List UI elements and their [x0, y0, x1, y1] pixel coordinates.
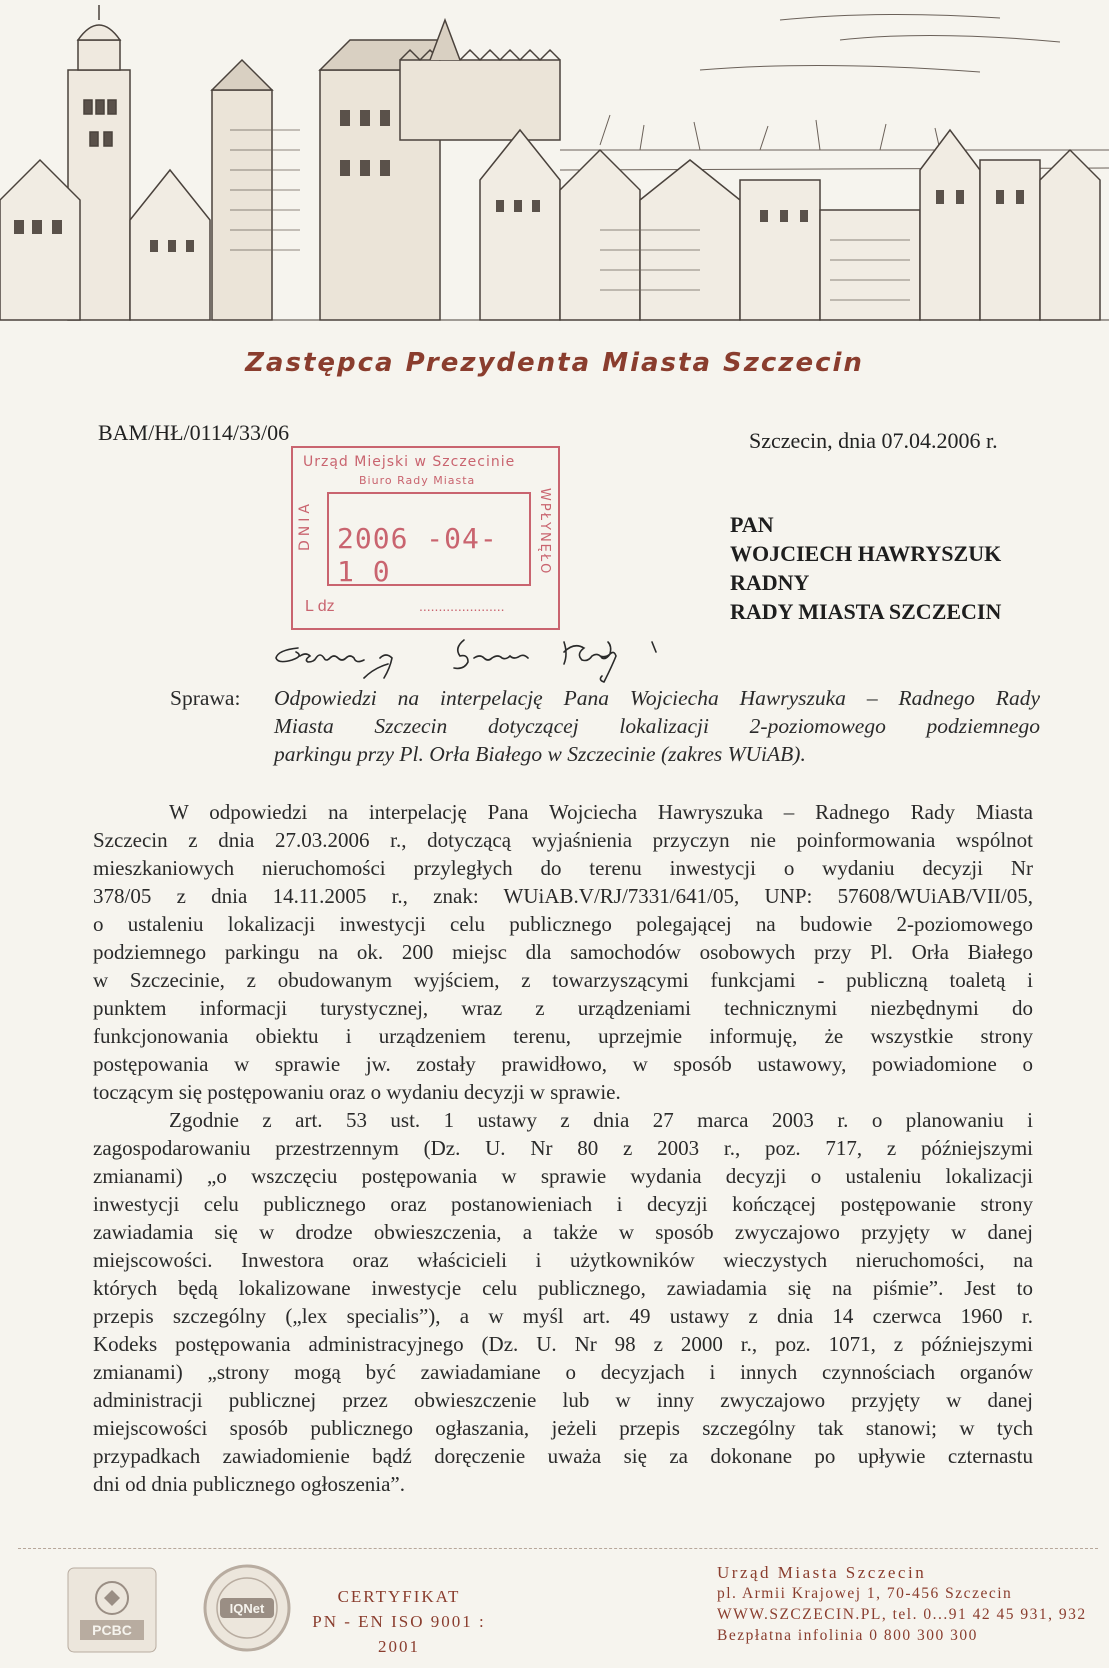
body-line: zmianami) „o wszczęciu postępowania w sprawie wydania decyzji o ustaleniu lokalizacji — [93, 1164, 1033, 1188]
body-line: Zgodnie z art. 53 ust. 1 ustawy z dnia 27 marca 2003 r. o planowaniu i — [169, 1108, 1033, 1132]
office-title: Zastępca Prezydenta Miasta Szczecin — [245, 348, 864, 378]
stamp-ldz-field: ...................... — [419, 598, 505, 614]
body-line: funkcjonowania obiektu i urządzeniem terenu, uprzejmie informuję, że wszystkie strony — [93, 1024, 1033, 1048]
body-line: o ustaleniu lokalizacji inwestycji celu publicznego polegającej na budowie 2-poziomowego — [93, 912, 1033, 936]
reference-number: BAM/HŁ/0114/33/06 — [98, 420, 290, 445]
stamp-side-label-left: DNIA — [297, 500, 313, 551]
pcbc-certificate-logo — [62, 1562, 162, 1658]
body-line: zawiadamia się w drodze obwieszczenia, a także w sposób zwyczajowo przyjęty w danej — [93, 1220, 1033, 1244]
handwritten-salutation — [268, 630, 708, 688]
body-line: miejscowości sposób publicznego ogłaszania, jeżeli przepis szczególny tak stanowi; w tych — [93, 1416, 1033, 1440]
footer-organization: Urząd Miasta Szczecin — [717, 1563, 927, 1582]
footer-website-phone: WWW.SZCZECIN.PL, tel. 0...91 42 45 931, 932 — [717, 1606, 1087, 1623]
stamp-organization: Urząd Miejski w Szczecinie — [303, 454, 516, 470]
city-skyline-illustration — [0, 0, 1109, 340]
footer-street: pl. Armii Krajowej 1, 70-456 Szczecin — [717, 1585, 1013, 1602]
pcbc-logo-text: PCBC — [92, 1622, 132, 1638]
body-line: Szczecin z dnia 27.03.2006 r., dotyczącą wyjaśnienia przyczyn nie poinformowania wspólnot — [93, 828, 1033, 852]
stamp-date-box — [327, 492, 531, 586]
certificate-standard: PN - EN ISO 9001 : 2001 — [312, 1612, 486, 1656]
footer-divider — [18, 1548, 1098, 1549]
subject-label: Sprawa: — [170, 686, 241, 710]
body-line: dni od dnia publicznego ogłoszenia”. — [93, 1472, 405, 1496]
subject-line: Miasta Szczecin dotyczącej lokalizacji 2-poziomowego podziemnego — [274, 714, 1040, 738]
body-line: administracji publicznej przez obwieszczenie lub w inny zwyczajowo przyjęty w danej — [93, 1388, 1033, 1412]
body-line: zmianami) „strony mogą być zawiadamiane o decyzjach i innych czynnościach organów — [93, 1360, 1033, 1384]
recipient-line: PAN — [730, 512, 774, 537]
recipient-address — [730, 510, 1001, 626]
letter-date: Szczecin, dnia 07.04.2006 r. — [749, 428, 998, 453]
stamp-department: Biuro Rady Miasta — [359, 474, 476, 487]
body-line: inwestycji celu publicznego oraz postanowieniach i decyzji kończącej postępowanie strony — [93, 1192, 1033, 1216]
stamp-date: 2006 -04- 1 0 — [337, 522, 498, 588]
certificate-text — [304, 1584, 494, 1659]
registration-stamp — [291, 446, 560, 630]
body-line: w Szczecinie, z obudowanym wyjściem, z towarzyszącymi funkcjami - publiczną toaletą i — [93, 968, 1033, 992]
body-line: W odpowiedzi na interpelację Pana Wojciecha Hawryszuka – Radnego Rady Miasta — [169, 800, 1033, 824]
iqnet-certificate-logo — [200, 1558, 294, 1658]
footer-address — [717, 1562, 1087, 1646]
body-line: postępowania w sprawie jw. zostały prawidłowo, w sposób ustawowy, powiadomione o — [93, 1052, 1033, 1076]
iqnet-logo-text: IQNet — [229, 1601, 265, 1616]
body-line: punktem informacji turystycznej, wraz z urządzeniami technicznymi niezbędnymi do — [93, 996, 1033, 1020]
stamp-ldz-label: L dz — [305, 598, 335, 615]
body-line: toczącym się postępowaniu oraz o wydaniu decyzji w sprawie. — [93, 1080, 621, 1104]
body-line: miejscowości. Inwestora oraz właścicieli i użytkowników wieczystych nieruchomości, na — [93, 1248, 1033, 1272]
subject-line: parkingu przy Pl. Orła Białego w Szczecinie (zakres WUiAB). — [274, 742, 806, 766]
body-line: podziemnego parkingu na ok. 200 miejsc dla samochodów osobowych przy Pl. Orła Białego — [93, 940, 1033, 964]
body-line: Kodeks postępowania administracyjnego (Dz. U. Nr 98 z 2000 r., poz. 1071, z późniejszymi — [93, 1332, 1033, 1356]
certificate-title: CERTYFIKAT — [337, 1587, 461, 1606]
body-line: których będą lokalizowane inwestycje celu publicznego, zawiadamia się na piśmie”. Jest to — [93, 1276, 1033, 1300]
stamp-side-label-right: WPŁYNĘŁO — [537, 488, 552, 576]
body-line: mieszkaniowych nieruchomości przyległych do terenu inwestycji o wydaniu decyzji Nr — [93, 856, 1033, 880]
body-line: przypadkach zawiadomienie bądź doręczenie uważa się za dokonane po upływie czternastu — [93, 1444, 1033, 1468]
subject-text — [274, 684, 1040, 768]
recipient-line: WOJCIECH HAWRYSZUK — [730, 541, 1002, 566]
body-line: 378/05 z dnia 14.11.2005 r., znak: WUiAB.V/RJ/7331/641/05, UNP: 57608/WUiAB/VII/05, — [93, 884, 1033, 908]
recipient-line: RADY MIASTA SZCZECIN — [730, 599, 1002, 624]
footer-hotline: Bezpłatna infolinia 0 800 300 300 — [717, 1627, 978, 1644]
body-line: przepis szczególny („lex specialis”), a w myśl art. 49 ustawy z dnia 14 czerwca 1960 r. — [93, 1304, 1033, 1328]
letter-body — [93, 798, 1033, 1498]
body-line: zagospodarowaniu przestrzennym (Dz. U. Nr 80 z 2003 r., poz. 717, z późniejszymi — [93, 1136, 1033, 1160]
subject-line: Odpowiedzi na interpelację Pana Wojciecha Hawryszuka – Radnego Rady — [274, 686, 1040, 710]
recipient-line: RADNY — [730, 570, 810, 595]
